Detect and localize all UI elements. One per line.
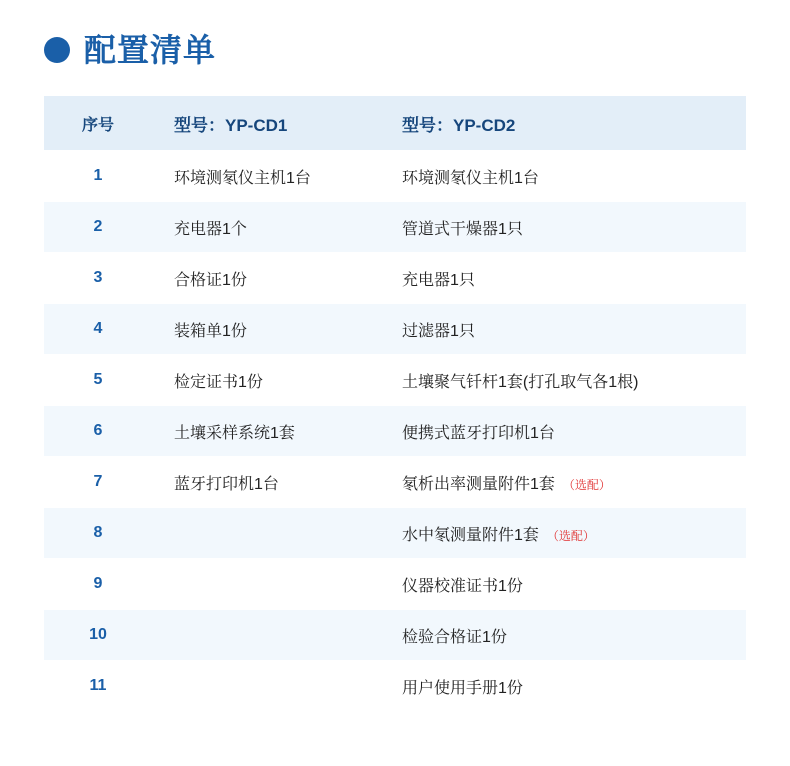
cell-model-cd1: 检定证书1份 — [152, 355, 380, 406]
table-row — [44, 661, 746, 712]
cell-model-cd1 — [152, 508, 380, 559]
optional-badge: （选配） — [546, 528, 595, 543]
row-index: 6 — [44, 406, 152, 457]
table-row — [44, 406, 746, 457]
table-header-row — [44, 96, 746, 151]
table-row — [44, 253, 746, 304]
cell-model-cd2-text: 检验合格证1份 — [402, 628, 507, 646]
cell-model-cd1 — [152, 559, 380, 610]
table-row — [44, 559, 746, 610]
cell-model-cd1 — [152, 610, 380, 661]
config-list-table-wrapper — [44, 96, 746, 712]
cell-model-cd2 — [380, 508, 746, 559]
table-row — [44, 457, 746, 508]
row-index: 4 — [44, 304, 152, 355]
cell-model-cd2 — [380, 610, 746, 661]
row-index: 2 — [44, 202, 152, 253]
bullet-dot-icon — [44, 37, 70, 63]
cell-model-cd2 — [380, 202, 746, 253]
cell-model-cd2-text: 充电器1只 — [402, 271, 475, 289]
row-index: 1 — [44, 151, 152, 202]
cell-model-cd1: 蓝牙打印机1台 — [152, 457, 380, 508]
cell-model-cd2-text: 环境测氡仪主机1台 — [402, 169, 539, 187]
table-row — [44, 355, 746, 406]
cell-model-cd2 — [380, 304, 746, 355]
column-header-index: 序号 — [44, 96, 152, 151]
table-header — [44, 96, 746, 151]
column-header-model-cd2: 型号：YP-CD2 — [380, 96, 746, 151]
row-index: 11 — [44, 661, 152, 712]
cell-model-cd2-text: 水中氡测量附件1套 — [402, 526, 539, 544]
table-row — [44, 202, 746, 253]
cell-model-cd2 — [380, 406, 746, 457]
cell-model-cd2-text: 过滤器1只 — [402, 322, 475, 340]
optional-badge: （选配） — [562, 477, 611, 492]
cell-model-cd2 — [380, 457, 746, 508]
cell-model-cd2 — [380, 559, 746, 610]
cell-model-cd1: 土壤采样系统1套 — [152, 406, 380, 457]
cell-model-cd2-text: 用户使用手册1份 — [402, 679, 523, 697]
cell-model-cd2-text: 氡析出率测量附件1套 — [402, 475, 555, 493]
table-row — [44, 508, 746, 559]
config-list-table — [44, 96, 746, 712]
row-index: 5 — [44, 355, 152, 406]
cell-model-cd1 — [152, 661, 380, 712]
cell-model-cd1: 充电器1个 — [152, 202, 380, 253]
column-header-model-cd1: 型号：YP-CD1 — [152, 96, 380, 151]
row-index: 10 — [44, 610, 152, 661]
cell-model-cd2-text: 土壤聚气钎杆1套(打孔取气各1根) — [402, 373, 639, 391]
table-row — [44, 610, 746, 661]
page-title: 配置清单 — [84, 32, 217, 68]
row-index: 7 — [44, 457, 152, 508]
cell-model-cd2-text: 便携式蓝牙打印机1台 — [402, 424, 555, 442]
cell-model-cd2 — [380, 253, 746, 304]
cell-model-cd2-text: 仪器校准证书1份 — [402, 577, 523, 595]
row-index: 8 — [44, 508, 152, 559]
table-row — [44, 304, 746, 355]
cell-model-cd2 — [380, 661, 746, 712]
cell-model-cd2 — [380, 151, 746, 202]
cell-model-cd1: 装箱单1份 — [152, 304, 380, 355]
section-heading — [0, 0, 790, 66]
cell-model-cd1: 环境测氡仪主机1台 — [152, 151, 380, 202]
table-body — [44, 151, 746, 712]
cell-model-cd2-text: 管道式干燥器1只 — [402, 220, 523, 238]
cell-model-cd1: 合格证1份 — [152, 253, 380, 304]
cell-model-cd2 — [380, 355, 746, 406]
row-index: 9 — [44, 559, 152, 610]
table-row — [44, 151, 746, 202]
row-index: 3 — [44, 253, 152, 304]
